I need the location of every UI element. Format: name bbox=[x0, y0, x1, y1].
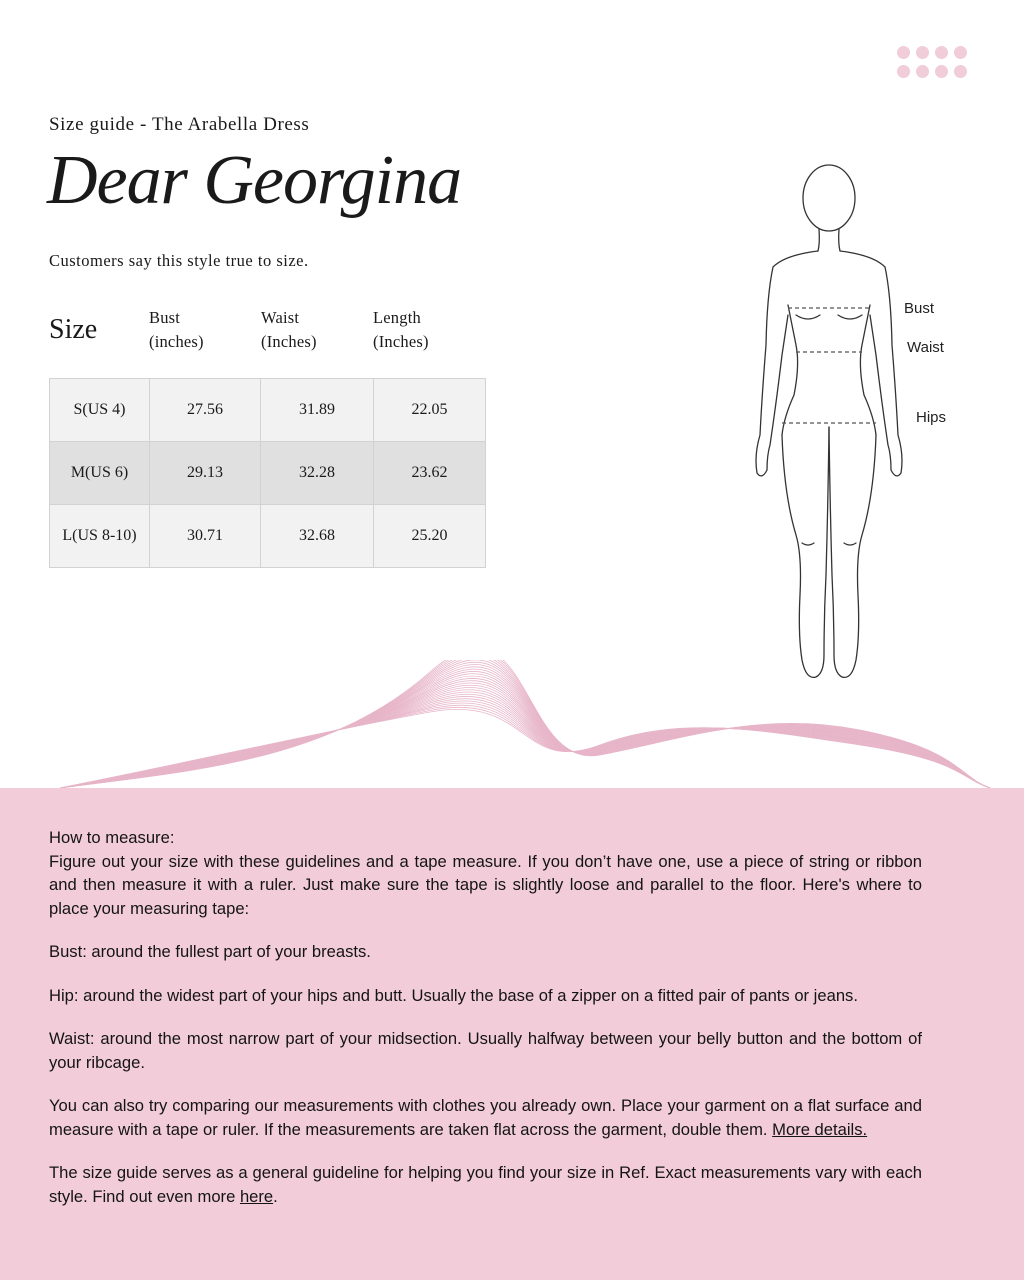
here-link[interactable]: here bbox=[239, 1186, 274, 1206]
table-row bbox=[50, 442, 486, 505]
compare-instruction bbox=[49, 1094, 922, 1141]
page-subtitle: Size guide - The Arabella Dress bbox=[49, 114, 310, 135]
size-cell: S(US 4) bbox=[50, 379, 150, 442]
length-column-header bbox=[373, 306, 429, 354]
size-column-header: Size bbox=[49, 314, 98, 345]
bust-cell: 30.71 bbox=[150, 505, 261, 568]
size-table bbox=[49, 378, 486, 568]
body-measurement-figure bbox=[740, 155, 1000, 695]
waist-cell: 31.89 bbox=[261, 379, 374, 442]
guideline-note: The size guide serves as a general guideline for helping you find your size in Ref. Exact measurements vary with each style. Find out even more here. bbox=[49, 1163, 922, 1206]
how-to-measure-title: How to measure: bbox=[49, 828, 175, 847]
length-cell: 22.05 bbox=[374, 379, 486, 442]
waist-column-header bbox=[261, 306, 317, 354]
size-cell: L(US 8-10) bbox=[50, 505, 150, 568]
table-row bbox=[50, 505, 486, 568]
bust-header-line1: Bust bbox=[149, 308, 181, 327]
guideline-text: The size guide serves as a general guideline for helping you find your size in Ref. Exact measurements vary with each style. Find out even more bbox=[49, 1163, 922, 1206]
waist-instruction: Waist: around the most narrow part of your midsection. Usually halfway between your belly button and the bottom of your ribcage. bbox=[49, 1029, 922, 1072]
bust-column-header bbox=[149, 306, 204, 354]
length-cell: 25.20 bbox=[374, 505, 486, 568]
waist-label: Waist bbox=[907, 339, 944, 356]
decorative-dots bbox=[897, 46, 973, 82]
length-header-line1: Length bbox=[373, 308, 421, 327]
bust-header-line2: (inches) bbox=[149, 332, 204, 351]
more-details-link[interactable]: More details. bbox=[772, 1119, 868, 1139]
bust-cell: 29.13 bbox=[150, 442, 261, 505]
size-cell: M(US 6) bbox=[50, 442, 150, 505]
decorative-wave-lines bbox=[0, 660, 1024, 790]
bust-instruction: Bust: around the fullest part of your breasts. bbox=[49, 942, 371, 961]
waist-cell: 32.28 bbox=[261, 442, 374, 505]
how-to-measure-intro: Figure out your size with these guidelines and a tape measure. If you don’t have one, use a piece of string or ribbon and then measure it with a ruler. Just make sure the tape is slightly loose and parallel to the floor. Here's where to place your measuring tape: bbox=[49, 851, 922, 918]
how-to-measure-block bbox=[49, 826, 922, 920]
hip-instruction: Hip: around the widest part of your hips and butt. Usually the base of a zipper on a fitted pair of pants or jeans. bbox=[49, 985, 858, 1005]
bust-label: Bust bbox=[904, 300, 935, 317]
compare-text: You can also try comparing our measurements with clothes you already own. Place your garment on a flat surface and measure with a tape or ruler. If the measurements are taken flat across the garment, double them. bbox=[49, 1096, 922, 1139]
brand-logo: Dear Georgina bbox=[47, 142, 462, 219]
fit-note: Customers say this style true to size. bbox=[49, 251, 309, 270]
length-header-line2: (Inches) bbox=[373, 332, 429, 351]
waist-cell: 32.68 bbox=[261, 505, 374, 568]
bust-cell: 27.56 bbox=[150, 379, 261, 442]
measure-info-text bbox=[49, 826, 922, 1228]
length-cell: 23.62 bbox=[374, 442, 486, 505]
hips-label: Hips bbox=[916, 409, 947, 426]
table-row bbox=[50, 379, 486, 442]
waist-header-line2: (Inches) bbox=[261, 332, 317, 351]
body-outline-icon bbox=[740, 155, 1000, 695]
waist-header-line1: Waist bbox=[261, 308, 300, 327]
